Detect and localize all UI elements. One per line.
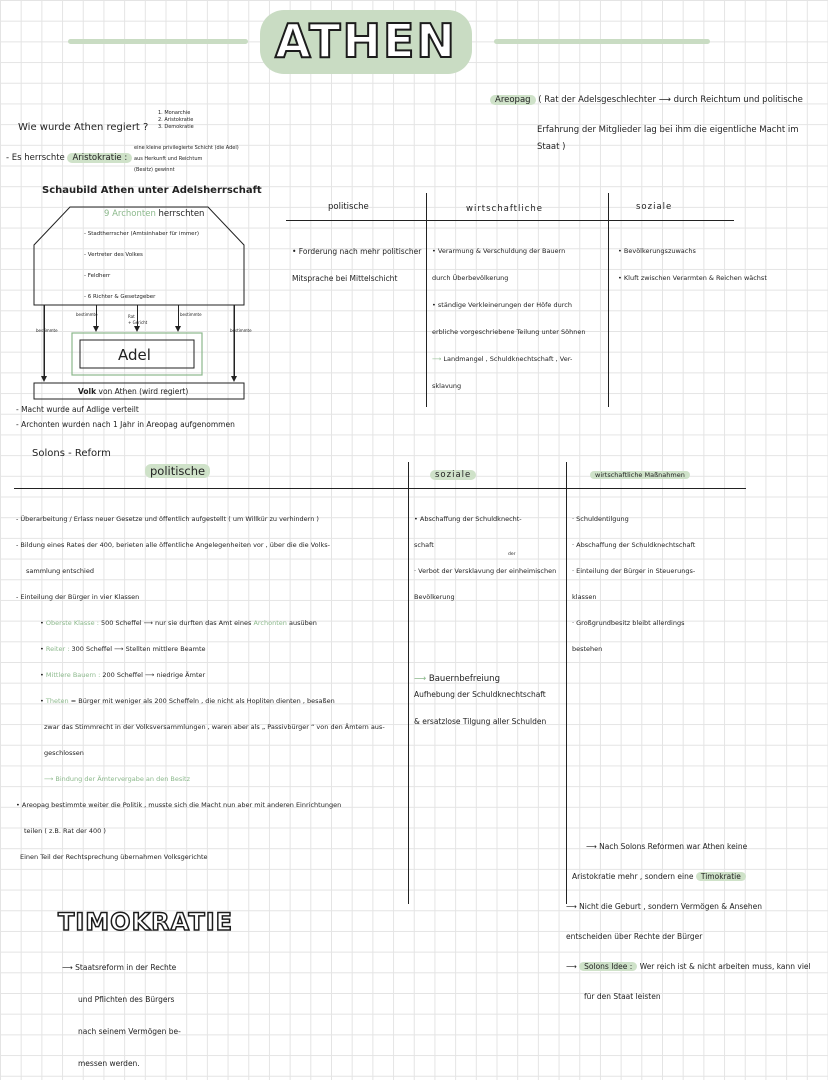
arrow-down-mid-right <box>178 305 179 327</box>
soziale-result: ⟶ Bauernbefreiung Aufhebung der Schuldknechtschaft & ersatzlose Tilgung aller Schulden <box>414 674 547 726</box>
conclusion: ⟶ Nach Solons Reformen war Athen keine Aristokratie mehr , sondern eine Timokratie ⟶ Nicht die Geburt , sondern Vermögen & Ansehen entscheiden über Rechte der Bürger ⟶ Solons Idee : Wer reich ist & nicht arbeiten muss, kann viel für den Staat leisten <box>566 842 811 1001</box>
areopag-term: Areopag <box>490 95 536 105</box>
arrow-right-icon: ⟶ <box>145 671 155 679</box>
problems-wirtschaftliche: • Verarmung & Verschuldung der Bauern durch Überbevölkerung • ständige Verkleinerungen der Höfe durch erbliche vorgeschriebene Teilung unter Söhnen ⟶ Landmangel , Schuldknechtschaft , Ver- sklavung <box>432 247 586 390</box>
reform-header-wirtschaftliche: wirtschaftliche Maßnahmen <box>590 471 690 479</box>
problems-header-wirtschaftliche: wirtschaftliche <box>466 204 544 214</box>
binding-line: ⟶ Bindung der Ämtervergabe an den Besitz <box>44 775 190 783</box>
diagram-note-2: - Archonten wurden nach 1 Jahr in Areopag aufgenommen <box>16 420 235 429</box>
areopag-line-3: Staat ) <box>537 142 566 152</box>
intro-ruled-notes: eine kleine privilegierte Schicht (die Adel) aus Herkunft und Reichtum (Besitz) gewinnt <box>134 145 239 173</box>
timokratie-term: Timokratie <box>696 872 746 881</box>
reform-heading: Solons - Reform <box>32 448 111 459</box>
arrow-down-left <box>44 305 45 377</box>
aristokratie-term: Aristokratie : <box>67 153 132 163</box>
side-label-right: bestimmte <box>230 328 252 333</box>
side-label-left: bestimmte <box>36 328 58 333</box>
title-bar-right <box>494 39 710 44</box>
reform-header-politische: politische <box>145 464 210 478</box>
arrow-right-icon: ⟶ <box>586 842 600 851</box>
soziale-superscript: der <box>508 552 516 557</box>
diagram-items: - Stadtherrscher (Amtsinhaber für immer) - Vertreter des Volkes - Feldherr - 6 Richter & Gesetzgeber <box>84 231 199 300</box>
areopag-line-1: Areopag ( Rat der Adelsgeschlechter ⟶ durch Reichtum und politische <box>490 95 803 105</box>
areopag-line-2: Erfahrung der Mitglieder lag bei ihm die eigentliche Macht im <box>537 125 799 135</box>
mid-label-center: Rat + Gericht <box>128 314 148 325</box>
reform-rule-v1 <box>408 462 409 904</box>
timokratie-title: TIMOKRATIE <box>58 908 234 936</box>
title-block <box>256 6 476 78</box>
adel-label: Adel <box>118 346 151 364</box>
problems-soziale: • Bevölkerungszuwachs • Kluft zwischen Verarmten & Reichen wächst <box>618 247 767 282</box>
arrow-right-icon: ⟶ <box>114 645 124 653</box>
class-3: • Mittlere Bauern : 200 Scheffel ⟶ niedrige Ämter <box>40 671 206 679</box>
diagram-note-1: - Macht wurde auf Adlige verteilt <box>16 405 139 414</box>
mid-label-left: bestimmte <box>76 312 98 317</box>
reform-rule-horizontal <box>14 488 746 489</box>
intro-question: Wie wurde Athen regiert ? <box>18 122 149 133</box>
page-title: ATHEN <box>275 14 457 68</box>
timokratie-definition: ⟶ Staatsreform in der Rechte und Pflichten des Bürgers nach seinem Vermögen be- messen werden. <box>62 963 181 1068</box>
reform-politische: - Überarbeitung / Erlass neuer Gesetze und öffentlich aufgestellt ( um Willkür zu verhindern ) - Bildung eines Rates der 400, berieten alle öffentliche Angelegenheiten vor , über die die Volks- sammlung entschied - Einteilung der Bürger in vier Klassen • Oberste Klasse : 500 Scheffel ⟶ nur sie durften das Amt eines Archonten ausüben • Reiter : 300 Scheffel ⟶ Stellten mittlere Beamte • Mittlere Bauern : 200 Scheffel ⟶ niedrige Ämter • Theten = Bürger mit weniger als 200 Scheffeln , die nicht als Hopliten dienten , besaßen zwar das Stimmrecht in der Volksversammlungen , waren aber als „ Passivbürger “ von den Ämtern aus- geschlossen ⟶ Bindung der Ämtervergabe an den Besitz • Areopag bestimmte weiter die Politik , musste sich die Macht nun aber mit anderen Einrichtungen teilen ( z.B. Rat der 400 ) Einen Teil der Rechtsprechung übernahmen Volksgerichte <box>16 515 385 861</box>
arrow-right-icon: ⟶ <box>566 962 580 971</box>
diagram-archonten-line: 9 Archonten herrschten <box>104 209 205 219</box>
arrow-right-icon: ⟶ <box>62 963 76 972</box>
diagram-heading: Schaubild Athen unter Adelsherrschaft <box>42 185 262 196</box>
arrow-right-icon: ⟶ <box>414 674 429 684</box>
volk-label: Volk von Athen (wird regiert) <box>78 387 189 396</box>
question-options: 1. Monarchie 2. Aristokratie 3. Demokratie <box>158 110 194 130</box>
arrow-right-icon: ⟶ <box>432 355 444 363</box>
arrow-right-icon: ⟶ <box>44 775 56 783</box>
arrow-right-icon: ⟶ <box>658 95 671 105</box>
problems-rule-v1 <box>426 193 427 407</box>
arrow-right-icon: ⟶ <box>566 902 580 911</box>
class-2: • Reiter : 300 Scheffel ⟶ Stellten mittlere Beamte <box>40 645 206 653</box>
reform-soziale: • Abschaffung der Schuldknecht- schaft · Verbot der Versklavung der einheimischen Bevölkerung <box>414 515 557 601</box>
reform-wirtschaftliche: · Schuldentilgung · Abschaffung der Schuldknechtschaft · Einteilung der Bürger in Steuerungs- klassen · Großgrundbesitz bleibt allerdings bestehen <box>572 515 696 653</box>
problems-rule-horizontal <box>286 220 734 221</box>
reform-header-soziale: soziale <box>430 470 476 480</box>
problems-rule-v2 <box>608 193 609 407</box>
title-bar-left <box>68 39 248 44</box>
arrow-right-icon: ⟶ <box>143 619 153 627</box>
intro-ruled: - Es herrschte Aristokratie : <box>6 153 132 163</box>
problems-header-soziale: soziale <box>636 202 673 212</box>
problems-politische: • Forderung nach mehr politischer Mitsprache bei Mittelschicht <box>292 247 422 283</box>
class-1: • Oberste Klasse : 500 Scheffel ⟶ nur sie durften das Amt eines Archonten ausüben <box>40 619 317 627</box>
arrow-down-right <box>234 305 235 377</box>
class-4: • Theten = Bürger mit weniger als 200 Scheffeln , die nicht als Hopliten dienten , besaßen <box>40 697 335 705</box>
mid-label-right: bestimmte <box>180 312 202 317</box>
problems-header-politische: politische <box>328 202 369 212</box>
